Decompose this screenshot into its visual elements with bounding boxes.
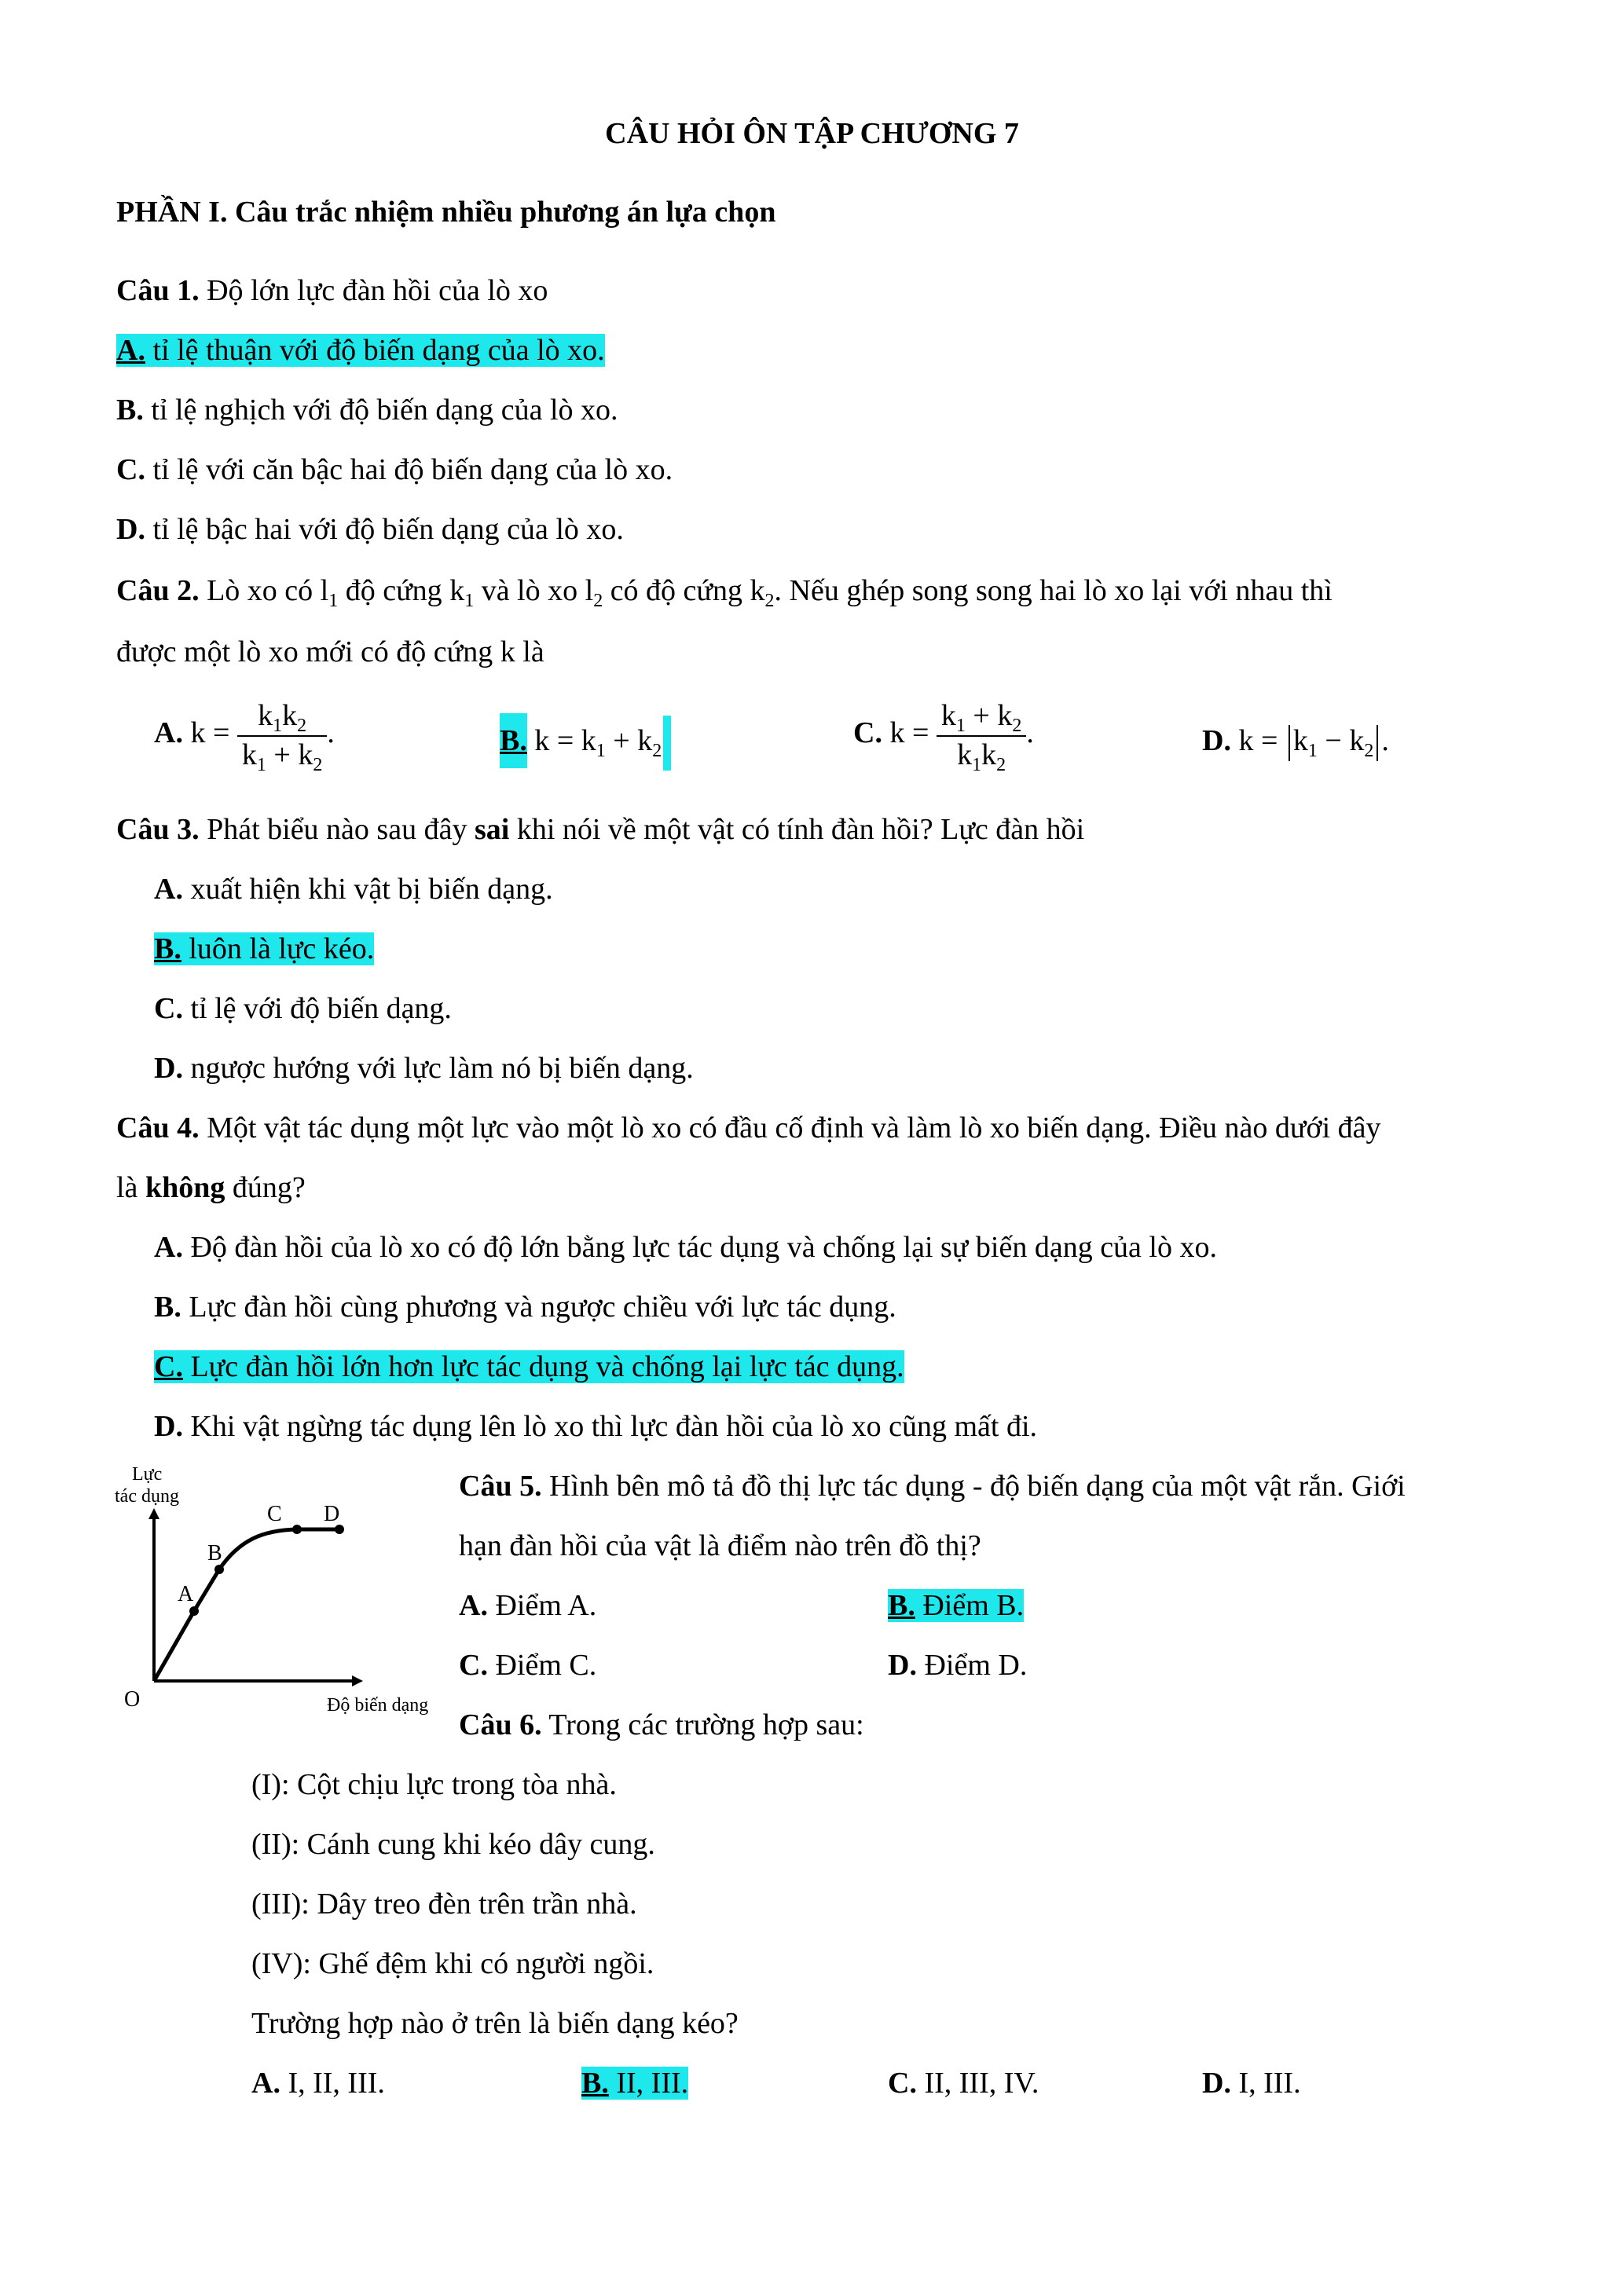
graph-label-c: C: [267, 1502, 282, 1526]
q2-option-a[interactable]: A. k = $\frac{k_1k_2}{k_1 + k_2}$ .: [154, 699, 335, 775]
q2-option-d[interactable]: D. $k = k_1 - k_2$ .: [1202, 724, 1389, 761]
q4-option-c[interactable]: C. Lực đàn hồi lớn hơn lực tác dụng và chống lại lực tác dụng.: [154, 1350, 904, 1383]
q6-question: Trường hợp nào ở trên là biến dạng kéo?: [251, 2007, 739, 2040]
q2-option-c[interactable]: C. k = $\frac{k_1 + k_2}{k_1k_2}$ .: [853, 699, 1034, 775]
graph-y-label-2: tác dụng: [115, 1486, 179, 1507]
q5-option-d[interactable]: D. Điểm D.: [888, 1649, 1028, 1682]
q1-option-a[interactable]: A. tỉ lệ thuận với độ biến dạng của lò xo.: [116, 334, 605, 367]
q6-option-a[interactable]: A. I, II, III.: [251, 2067, 385, 2100]
graph-point-c: [292, 1525, 302, 1534]
q6-case-2: (II): Cánh cung khi kéo dây cung.: [251, 1828, 655, 1861]
q1-option-d[interactable]: D. tỉ lệ bậc hai với độ biến dạng của lò xo.: [116, 513, 624, 546]
q5-option-a[interactable]: A. Điểm A.: [459, 1589, 597, 1622]
q6-option-b[interactable]: B. II, III.: [581, 2067, 689, 2100]
q3-option-d[interactable]: D. ngược hướng với lực làm nó bị biến dạng.: [154, 1052, 694, 1085]
q4-stem: Câu 4. Một vật tác dụng một lực vào một lò xo có đầu cố định và làm lò xo biến dạng. Điều nào dưới đây: [116, 1111, 1381, 1144]
q2-option-b[interactable]: B. $k = k_1 + k_2$: [500, 698, 671, 784]
q1-stem: Câu 1. Độ lớn lực đàn hồi của lò xo: [116, 274, 548, 307]
q5-stem-line2: hạn đàn hồi của vật là điểm nào trên đồ thị?: [459, 1529, 981, 1562]
q6-case-4: (IV): Ghế đệm khi có người ngồi.: [251, 1947, 654, 1980]
q2-stem: Câu 2. Lò xo có $l_1$ độ cứng $k_1$ và lò xo $l_2$ có độ cứng $k_2$. Nếu ghép song song hai lò xo lại với nhau thì: [116, 574, 1333, 611]
q1-option-b[interactable]: B. tỉ lệ nghịch với độ biến dạng của lò xo.: [116, 394, 618, 427]
page-title: CÂU HỎI ÔN TẬP CHƯƠNG 7: [605, 117, 1019, 150]
graph-x-label: Độ biến dạng: [327, 1695, 429, 1716]
q2-stem-line2: được một lò xo mới có độ cứng k là: [116, 635, 544, 668]
q1-option-c[interactable]: C. tỉ lệ với căn bậc hai độ biến dạng của lò xo.: [116, 453, 673, 486]
graph-label-b: B: [207, 1541, 222, 1565]
graph-label-a: A: [178, 1582, 194, 1606]
q4-option-a[interactable]: A. Độ đàn hồi của lò xo có độ lớn bằng lực tác dụng và chống lại sự biến dạng của lò xo.: [154, 1231, 1217, 1264]
graph-y-label-1: Lực: [132, 1464, 163, 1485]
q5-graph: [110, 1453, 448, 1720]
q3-option-c[interactable]: C. tỉ lệ với độ biến dạng.: [154, 992, 452, 1025]
graph-point-b: [214, 1565, 224, 1574]
q3-stem: Câu 3. Phát biểu nào sau đây sai khi nói về một vật có tính đàn hồi? Lực đàn hồi: [116, 813, 1085, 846]
q6-stem: Câu 6. Trong các trường hợp sau:: [459, 1708, 864, 1741]
q5-option-c[interactable]: C. Điểm C.: [459, 1649, 597, 1682]
q5-stem: Câu 5. Hình bên mô tả đồ thị lực tác dụng - độ biến dạng của một vật rắn. Giới: [459, 1470, 1406, 1503]
q4-option-d[interactable]: D. Khi vật ngừng tác dụng lên lò xo thì lực đàn hồi của lò xo cũng mất đi.: [154, 1410, 1037, 1443]
q6-case-1: (I): Cột chịu lực trong tòa nhà.: [251, 1768, 617, 1801]
q3-option-b[interactable]: B. luôn là lực kéo.: [154, 932, 375, 965]
part-heading: PHẦN I. Câu trắc nhiệm nhiều phương án lựa chọn: [116, 196, 776, 229]
q5-option-b[interactable]: B. Điểm B.: [888, 1589, 1025, 1622]
q6-option-d[interactable]: D. I, III.: [1202, 2067, 1301, 2100]
graph-origin: O: [124, 1687, 141, 1712]
q3-option-a[interactable]: A. xuất hiện khi vật bị biến dạng.: [154, 873, 553, 906]
q4-stem-line2: là không đúng?: [116, 1171, 306, 1204]
q6-case-3: (III): Dây treo đèn trên trần nhà.: [251, 1888, 637, 1921]
graph-point-a: [189, 1606, 199, 1616]
q6-option-c[interactable]: C. II, III, IV.: [888, 2067, 1039, 2100]
graph-label-d: D: [324, 1502, 340, 1526]
q4-option-b[interactable]: B. Lực đàn hồi cùng phương và ngược chiều với lực tác dụng.: [154, 1291, 896, 1324]
